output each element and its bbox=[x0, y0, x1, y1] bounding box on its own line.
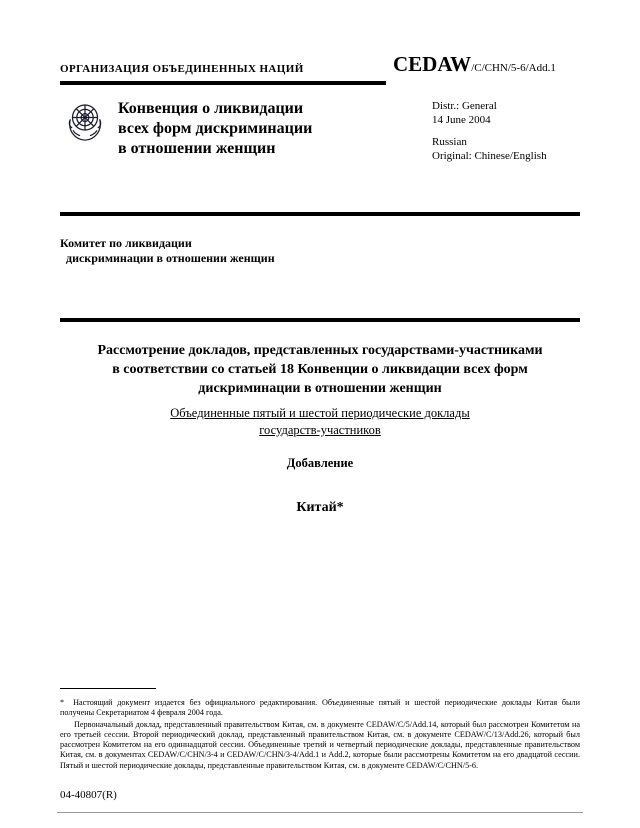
report-title-line-1: Рассмотрение докладов, представленных государствами-участниками bbox=[97, 343, 543, 358]
distr-date: 14 June 2004 bbox=[432, 113, 491, 126]
distr-gap bbox=[432, 127, 547, 136]
convention-title-line-3: в отношении женщин bbox=[118, 140, 276, 157]
org-name: ОРГАНИЗАЦИЯ ОБЪЕДИНЕННЫХ НАЦИЙ bbox=[60, 63, 304, 75]
un-emblem-icon bbox=[60, 97, 110, 149]
footnote-para-2: Первоначальный доклад, представленный правительством Китая, см. в документе CEDAW/C/5/Add.14, который был рассмотрен Комитетом на его третьей сессии. Второй периодический доклад, представленный правительством Китая, см. в документе CEDAW/C/13/Add.26, который был рассмотрен Комитетом на его одиннадцатой сессии. Объединенные третий и четвертый периодические доклады, представленные правительством Китая, см. в документах CEDAW/C/CHN/3-4 и CEDAW/C/CHN/3-4/Add.1 и Add.2, которые были рассмотрены Комитетом на его двадцатой сессии. Пятый и шестой периодические доклады, представленные правительством Китая, см. в документе CEDAW/C/CHN/5-6. bbox=[60, 719, 580, 770]
distr-language: Russian bbox=[432, 136, 467, 148]
report-subtitle-line-2: государств-участников bbox=[259, 423, 381, 437]
country-title: Китай* bbox=[296, 500, 344, 515]
distr-type: Distr.: General bbox=[432, 100, 497, 112]
report-subtitle-line-1: Объединенные пятый и шестой периодические доклады bbox=[170, 406, 470, 420]
report-subtitle bbox=[60, 405, 580, 439]
footnote-para-1-text: Настоящий документ издается без официального редактирования. Объединенные пятый и шестой периодические доклады Китая были получены Секретариатом 4 февраля 2004 года. bbox=[60, 698, 580, 718]
convention-title-line-1: Конвенция о ликвидации bbox=[118, 100, 304, 117]
addendum-label: Добавление bbox=[286, 456, 354, 470]
footnote-block bbox=[60, 698, 580, 771]
committee-line-1: Комитет по ликвидации bbox=[60, 236, 192, 250]
report-title bbox=[60, 341, 580, 398]
footnote-separator bbox=[60, 688, 156, 689]
bottom-rule bbox=[57, 812, 583, 813]
document-symbol bbox=[393, 52, 556, 77]
footnote-marker: * bbox=[60, 698, 65, 707]
document-symbol-main: CEDAW bbox=[393, 52, 472, 76]
section-rule-top bbox=[60, 212, 580, 216]
committee-line-2: дискриминации в отношении женщин bbox=[66, 251, 275, 265]
header-rule bbox=[60, 81, 386, 85]
document-number: 04-40807(R) bbox=[60, 789, 117, 801]
document-symbol-suffix: /C/CHN/5-6/Add.1 bbox=[471, 62, 556, 74]
convention-title bbox=[118, 99, 312, 159]
report-title-line-3: дискриминации в отношении женщин bbox=[198, 381, 442, 396]
distribution-block bbox=[432, 100, 547, 163]
footnote-para-1 bbox=[60, 698, 580, 719]
section-rule-bottom bbox=[60, 318, 580, 322]
convention-title-line-2: всех форм дискриминации bbox=[118, 120, 313, 137]
distr-original: Original: Chinese/English bbox=[432, 149, 547, 162]
report-title-line-2: в соответствии со статьей 18 Конвенции о ликвидации всех форм bbox=[112, 362, 528, 377]
committee-name bbox=[60, 236, 275, 266]
